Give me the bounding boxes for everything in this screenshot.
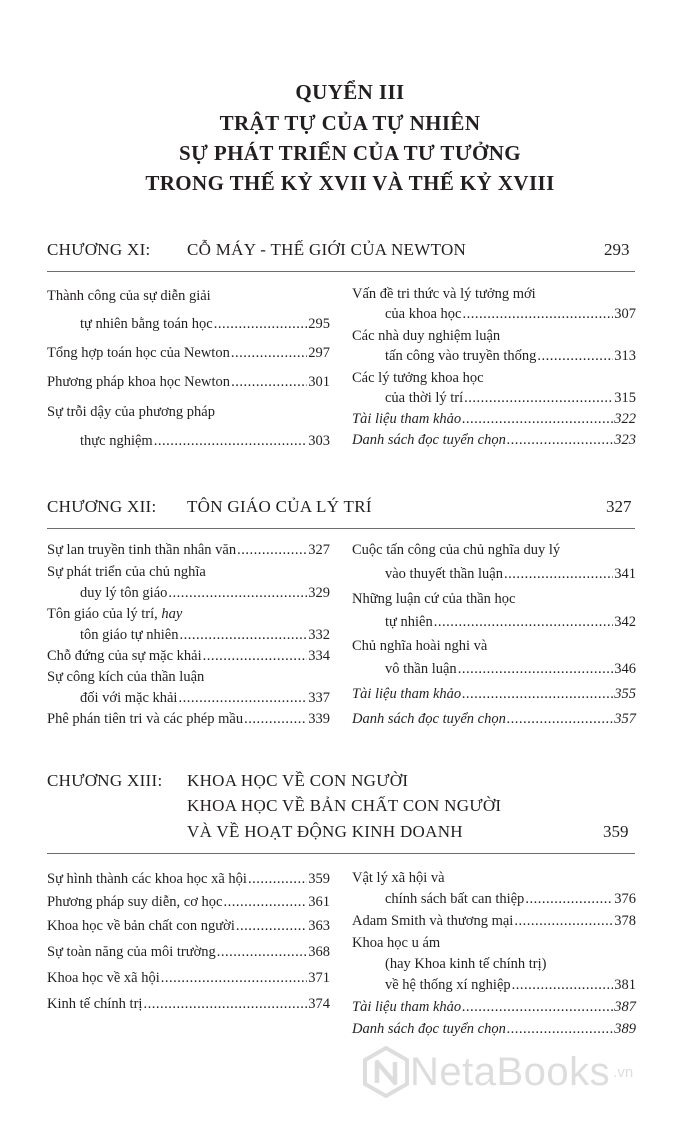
toc-entry-label: Tài liệu tham khảo (352, 686, 462, 702)
toc-entry (47, 970, 330, 987)
toc-entry (385, 661, 636, 678)
toc-entry-page: 368 (308, 944, 330, 960)
toc-entry-label: chính sách bất can thiệp (385, 891, 525, 907)
toc-entry-page: 322 (614, 411, 636, 427)
toc-entry-label: Sự phát triển của chủ nghĩa (47, 564, 206, 580)
toc-entry-page: 357 (614, 711, 636, 727)
toc-entry-label: Các lý tưởng khoa học (352, 370, 484, 386)
toc-entry (385, 306, 636, 323)
toc-entry-page: 341 (614, 566, 636, 582)
divider (47, 271, 635, 272)
toc-entry (47, 374, 330, 391)
toc-entry-label: tấn công vào truyền thống (385, 348, 537, 364)
toc-entry-page: 387 (614, 999, 636, 1015)
toc-entry-page: 297 (308, 345, 330, 361)
toc-entry (352, 686, 636, 703)
toc-entry-label: tôn giáo tự nhiên (80, 627, 179, 643)
toc-entry-label: Khoa học về bản chất con người (47, 918, 235, 934)
toc-entry-label: Phương pháp khoa học Newton (47, 374, 231, 390)
toc-entry (47, 711, 330, 728)
book-title: QUYỂN III (295, 80, 405, 104)
toc-entry-label: về hệ thống xí nghiệp (385, 977, 511, 993)
toc-entry-page: 361 (308, 894, 330, 910)
toc-entry-page: 363 (308, 918, 330, 934)
toc-entry-label: thực nghiệm (80, 433, 153, 449)
toc-entry-label: Adam Smith và thương mại (352, 913, 514, 929)
toc-entry-label: Tôn giáo của lý trí, (47, 606, 158, 622)
toc-entry-label: Danh sách đọc tuyển chọn (352, 711, 506, 727)
toc-entry-page: 307 (614, 306, 636, 322)
toc-entry (80, 627, 330, 644)
toc-entry-label: Tài liệu tham khảo (352, 411, 462, 427)
toc-entry-page: 323 (614, 432, 636, 448)
toc-entry (352, 432, 636, 449)
chapter-13-page: 359 (603, 822, 629, 841)
watermark-suffix: .vn (613, 1063, 634, 1081)
toc-entry-label: Khoa học u ám (352, 935, 441, 951)
toc-entry-label: Sự trỗi dậy của phương pháp (47, 404, 215, 420)
toc-entry-label: vô thần luận (385, 661, 457, 677)
toc-entry-page: 381 (614, 977, 636, 993)
chapter-13-label: CHƯƠNG XIII: (47, 771, 163, 790)
toc-entry (47, 542, 330, 559)
toc-entry-page: 359 (308, 871, 330, 887)
toc-entry (47, 918, 330, 935)
toc-entry-page: 342 (614, 614, 636, 630)
chapter-13-title-1: KHOA HỌC VỀ CON NGƯỜI (187, 771, 409, 790)
toc-entry-label: Sự hình thành các khoa học xã hội (47, 871, 247, 887)
toc-entry-label: của thời lý trí (385, 390, 464, 406)
toc-entry-page: 355 (614, 686, 636, 702)
toc-entry (385, 614, 636, 631)
toc-entry (47, 648, 330, 665)
toc-entry-label: Phương pháp suy diễn, cơ học (47, 894, 223, 910)
toc-entry-label: tự nhiên bằng toán học (80, 316, 213, 332)
toc-entry-page: 301 (308, 374, 330, 390)
toc-entry (47, 944, 330, 961)
toc-entry-label: Kinh tế chính trị (47, 996, 143, 1012)
book-subtitle-2: SỰ PHÁT TRIỂN CỦA TƯ TƯỞNG (179, 141, 521, 165)
chapter-11-label: CHƯƠNG XI: (47, 240, 151, 259)
toc-entry-page: 371 (308, 970, 330, 986)
toc-entry (385, 390, 636, 407)
chapter-11-title: CỖ MÁY - THẾ GIỚI CỦA NEWTON (187, 240, 467, 259)
toc-entry-label: Chỗ đứng của sự mặc khải (47, 648, 202, 664)
toc-entry (385, 891, 636, 908)
toc-entry-label: Cuộc tấn công của chủ nghĩa duy lý (352, 542, 561, 558)
chapter-12-title: TÔN GIÁO CỦA LÝ TRÍ (187, 497, 372, 516)
toc-entry-label: Sự lan truyền tinh thần nhân văn (47, 542, 237, 558)
toc-entry (80, 316, 330, 333)
toc-entry-page: 332 (308, 627, 330, 643)
toc-entry (47, 871, 330, 888)
toc-entry (385, 348, 636, 365)
toc-entry-page: 346 (614, 661, 636, 677)
toc-entry-page: 376 (614, 891, 636, 907)
toc-entry-label: Danh sách đọc tuyển chọn (352, 1021, 506, 1037)
toc-entry-label: vào thuyết thần luận (385, 566, 503, 582)
toc-entry-label: Chủ nghĩa hoài nghi và (352, 638, 488, 654)
toc-entry-page: 329 (308, 585, 330, 601)
toc-entry-label: Vật lý xã hội và (352, 870, 445, 886)
toc-entry-page: 303 (308, 433, 330, 449)
watermark-brand: NetaBooks (410, 1049, 611, 1094)
toc-entry-label: Phê phán tiên tri và các phép mầu (47, 711, 244, 727)
toc-entry-label: Những luận cứ của thần học (352, 591, 516, 607)
toc-entry (47, 345, 330, 362)
toc-entry (385, 977, 636, 994)
toc-entry-page: 339 (308, 711, 330, 727)
toc-entry-label: đối với mặc khải (80, 690, 178, 706)
chapter-12-page: 327 (606, 497, 632, 516)
toc-entry-page: 327 (308, 542, 330, 558)
toc-entry (352, 913, 636, 930)
toc-entry-label: Khoa học về xã hội (47, 970, 160, 986)
toc-entry-label: Sự công kích của thần luận (47, 669, 205, 685)
toc-entry (80, 690, 330, 707)
toc-entry-label: Sự toàn năng của môi trường (47, 944, 216, 960)
divider (47, 528, 635, 529)
toc-entry-label: duy lý tôn giáo (80, 585, 168, 601)
toc-entry-label: Vấn đề tri thức và lý tưởng mới (352, 286, 536, 302)
toc-entry-page: 374 (308, 996, 330, 1012)
toc-entry-label (47, 606, 182, 623)
toc-entry-page: 315 (614, 390, 636, 406)
toc-entry-page: 389 (614, 1021, 636, 1037)
chapter-13-title-2: KHOA HỌC VỀ BẢN CHẤT CON NGƯỜI (187, 796, 502, 815)
book-subtitle-3: TRONG THẾ KỶ XVII VÀ THẾ KỶ XVIII (145, 171, 555, 195)
toc-entry-page: 313 (614, 348, 636, 364)
toc-entry (352, 1021, 636, 1038)
toc-entry-label: Tổng hợp toán học của Newton (47, 345, 230, 361)
toc-entry (352, 411, 636, 428)
toc-entry-label-italic: hay (157, 606, 183, 622)
chapter-13-title-3: VÀ VỀ HOẠT ĐỘNG KINH DOANH (187, 822, 463, 841)
toc-entry (47, 894, 330, 911)
n-logo-icon (362, 1046, 410, 1098)
divider (47, 853, 635, 854)
watermark (362, 1046, 633, 1098)
toc-entry (352, 999, 636, 1016)
toc-entry (352, 711, 636, 728)
toc-entry-page: 378 (614, 913, 636, 929)
toc-entry (385, 566, 636, 583)
toc-entry-page: 334 (308, 648, 330, 664)
toc-entry-label: tự nhiên (385, 614, 433, 630)
toc-entry-label: của khoa học (385, 306, 462, 322)
toc-entry (80, 585, 330, 602)
toc-entry (47, 996, 330, 1013)
book-subtitle-1: TRẬT TỰ CỦA TỰ NHIÊN (219, 111, 481, 135)
chapter-11-page: 293 (604, 240, 630, 259)
toc-entry (80, 433, 330, 450)
toc-entry-label: Thành công của sự diễn giải (47, 288, 211, 304)
chapter-12-label: CHƯƠNG XII: (47, 497, 157, 516)
toc-entry-page: 337 (308, 690, 330, 706)
toc-entry-label: Danh sách đọc tuyển chọn (352, 432, 506, 448)
toc-entry-label: Các nhà duy nghiệm luận (352, 328, 501, 344)
toc-entry-page: 295 (308, 316, 330, 332)
toc-entry-label: (hay Khoa kinh tế chính trị) (385, 956, 547, 972)
toc-entry-label: Tài liệu tham khảo (352, 999, 462, 1015)
